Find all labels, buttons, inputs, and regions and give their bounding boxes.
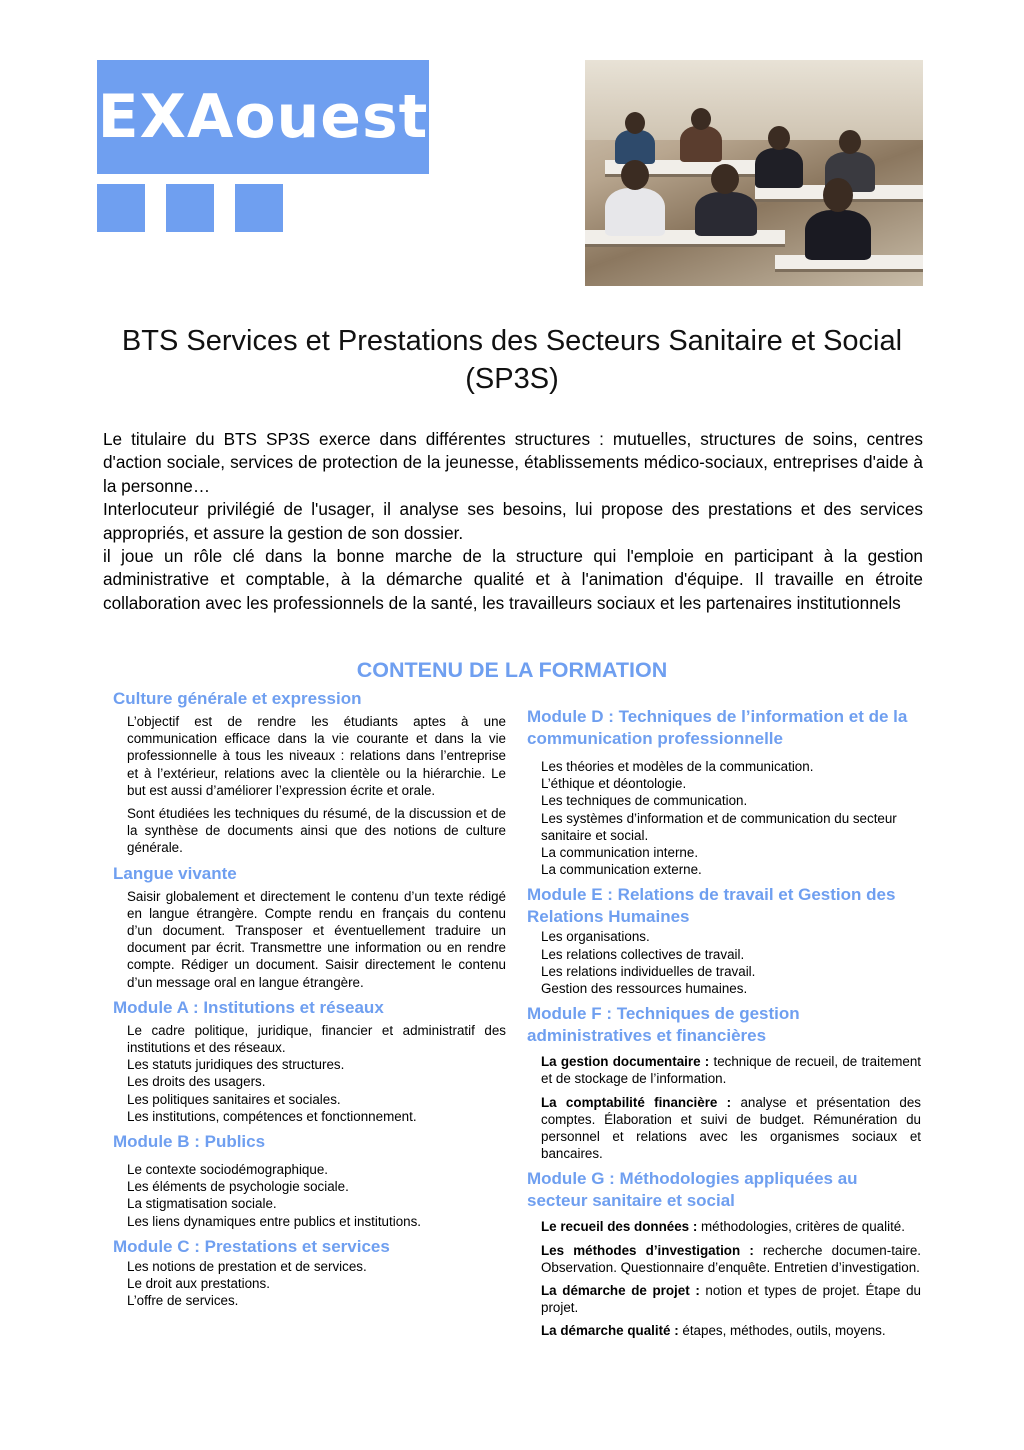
module-a-line: Les statuts juridiques des structures. <box>127 1057 345 1073</box>
culture-paragraph-1: L’objectif est de rendre les étudiants aptes à une communication efficace dans la vie courante et dans la vie professionnelle à tous les niveaux : relations dans l’entreprise et à l’extérieur, relations avec la clientèle ou la hiérarchie. Le but est aussi d’améliorer l’expression écrite et orale. <box>127 714 506 798</box>
module-b-title: Module B : Publics <box>113 1132 266 1152</box>
module-f-title: Module F : Techniques de gestion administratives et financières <box>527 1004 800 1046</box>
module-d-line: La communication externe. <box>541 862 702 878</box>
module-e-title: Module E : Relations de travail et Gestion des Relations Humaines <box>527 885 896 927</box>
module-a-body <box>113 1022 506 1125</box>
logo-square-1 <box>97 184 145 232</box>
module-g-title: Module G : Méthodologies appliquées au secteur sanitaire et social <box>527 1169 858 1211</box>
intro-paragraph-3: il joue un rôle clé dans la bonne marche de la structure qui l'emploie en participant à la gestion administrative et comptable, à la démarche qualité et à l'animation d'équipe. Il travaille en étroite collaboration avec les professionnels de la santé, les travailleurs sociaux et les partenaires institutionnels <box>103 546 923 613</box>
section-heading: CONTENU DE LA FORMATION <box>356 658 668 682</box>
logo-square-2 <box>166 184 214 232</box>
module-b-line: Le contexte sociodémographique. <box>127 1162 328 1178</box>
module-d-line: Les techniques de communication. <box>541 793 748 809</box>
module-c-body <box>113 1258 506 1310</box>
langue-title: Langue vivante <box>113 863 237 883</box>
module-e-line: Les organisations. <box>541 929 650 945</box>
right-column <box>527 706 921 1346</box>
module-g-body <box>527 1218 921 1339</box>
module-g-item <box>541 1282 921 1316</box>
module-d-body <box>527 758 921 878</box>
module-d-line: L’éthique et déontologie. <box>541 776 687 792</box>
module-g-item <box>541 1322 921 1339</box>
module-d-line: La communication interne. <box>541 845 699 861</box>
module-e-line: Les relations collectives de travail. <box>541 946 745 962</box>
logo-text: EXAouest <box>97 82 429 152</box>
classroom-photo <box>585 60 923 286</box>
module-b-body <box>113 1161 506 1230</box>
module-f-item <box>541 1053 921 1087</box>
culture-title: Culture générale et expression <box>113 689 362 708</box>
langue-paragraph: Saisir globalement et directement le contenu d’un texte rédigé en langue étrangère. Compte rendu en français du contenu d’un document. Transposer et éventuellement traduire un document par écrit. Transmettre une information ou en rendre compte. Rédiger un document. Saisir directement le contenu d’un message oral en langue étrangère. <box>127 888 506 990</box>
module-c-title: Module C : Prestations et services <box>113 1236 390 1256</box>
module-g-item-label: La démarche de projet : <box>541 1283 700 1299</box>
module-a-title: Module A : Institutions et réseaux <box>113 997 384 1017</box>
module-g-item-text: recherche documen-taire. Observation. Questionnaire d’enquête. Entretien d’investigation. <box>541 1242 921 1275</box>
intro-paragraph-2: Interlocuteur privilégié de l'usager, il analyse ses besoins, lui propose des prestations et des services appropriés, et assure la gestion de son dossier. <box>103 499 923 543</box>
module-b-line: Les éléments de psychologie sociale. <box>127 1179 349 1195</box>
module-b-line: Les liens dynamiques entre publics et institutions. <box>127 1213 422 1229</box>
module-g-item <box>541 1242 921 1276</box>
module-f-body <box>527 1053 921 1162</box>
module-f-item-text: technique de recueil, de traitement et de stockage de l’information. <box>541 1054 922 1087</box>
module-g-item-label: Les méthodes d’investigation : <box>541 1242 754 1258</box>
intro <box>103 428 923 615</box>
culture-body <box>113 713 506 857</box>
module-c-line: Le droit aux prestations. <box>127 1276 270 1292</box>
logo-square-3 <box>235 184 283 232</box>
module-d-title: Module D : Techniques de l’information et de la communication professionnelle <box>527 707 908 748</box>
logo <box>97 60 429 174</box>
module-g-item <box>541 1218 921 1235</box>
module-e-line: Les relations individuelles de travail. <box>541 963 756 979</box>
module-g-item-label: Le recueil des données : <box>541 1219 698 1235</box>
langue-body <box>113 888 506 991</box>
module-f-item-text: analyse et présentation des comptes. Élaboration et suivi de budget. Rémunération du personnel et relations avec les organismes sociaux et bancaires. <box>541 1094 921 1162</box>
module-a-paragraph: Le cadre politique, juridique, financier et administratif des institutions et des réseaux. <box>127 1022 506 1056</box>
module-a-line: Les politiques sanitaires et sociales. <box>127 1091 341 1107</box>
module-b-line: La stigmatisation sociale. <box>127 1196 277 1212</box>
module-c-line: Les notions de prestation et de services. <box>127 1258 367 1274</box>
module-a-line: Les institutions, compétences et fonctionnement. <box>127 1108 417 1124</box>
left-column <box>113 688 506 1315</box>
module-c-line: L’offre de services. <box>127 1293 239 1309</box>
module-f-item-label: La gestion documentaire : <box>541 1054 710 1070</box>
page-title: BTS Services et Prestations des Secteurs Sanitaire et Social (SP3S) <box>121 325 903 395</box>
module-g-item-text: étapes, méthodes, outils, moyens. <box>678 1323 886 1339</box>
intro-paragraph-1: Le titulaire du BTS SP3S exerce dans différentes structures : mutuelles, structures de soins, centres d'action sociale, services de protection de la jeunesse, établissements médico-sociaux, entreprises d'aide à la personne… <box>103 429 923 496</box>
module-e-line: Gestion des ressources humaines. <box>541 981 748 997</box>
module-g-item-text: notion et types de projet. Étape du projet. <box>541 1283 921 1316</box>
module-g-item-label: La démarche qualité : <box>541 1323 679 1339</box>
module-a-line: Les droits des usagers. <box>127 1074 266 1090</box>
module-d-line: Les théories et modèles de la communication. <box>541 759 814 774</box>
module-g-item-text: méthodologies, critères de qualité. <box>697 1219 905 1235</box>
module-f-item-label: La comptabilité financière : <box>541 1094 732 1110</box>
culture-paragraph-2: Sont étudiées les techniques du résumé, de la discussion et de la synthèse de documents ainsi que des notions de culture générale. <box>127 806 506 856</box>
module-f-item <box>541 1094 921 1163</box>
module-d-line: Les systèmes d’information et de communication du secteur sanitaire et social. <box>541 810 897 843</box>
module-e-body <box>527 928 921 997</box>
